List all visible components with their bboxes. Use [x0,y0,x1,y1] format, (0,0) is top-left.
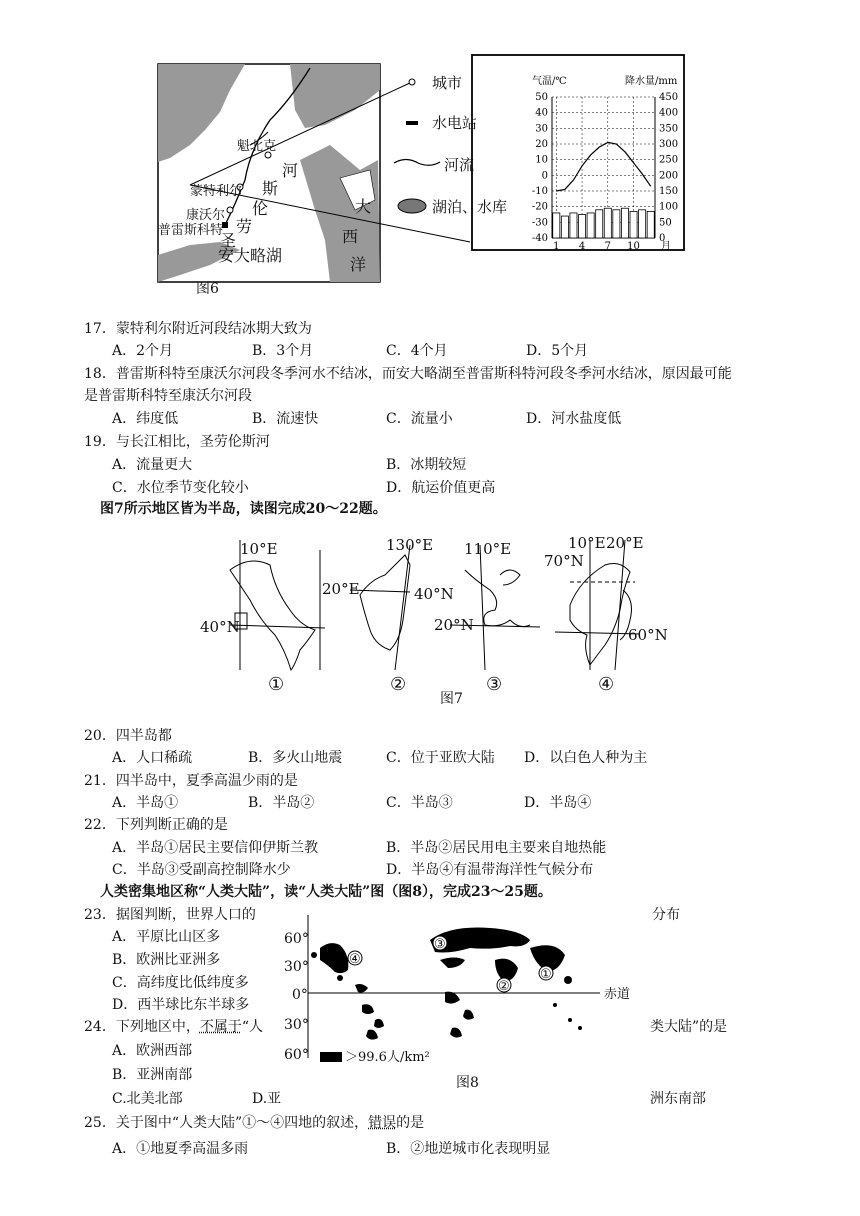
lat-30n: 30° [284,959,309,975]
q21-option-a[interactable]: A．半岛① [112,795,179,811]
temp-tick-label: 10 [535,154,548,166]
q17-option-a[interactable]: A．2个月 [112,343,174,359]
q21-option-c[interactable]: C．半岛③ [386,795,453,811]
precip-bar [647,211,654,238]
q24-stem-a: 24．下列地区中， [84,1019,200,1035]
q19-option-b[interactable]: B．冰期较短 [386,457,467,473]
figure-6-caption: 图6 [196,281,219,297]
q23-option-c[interactable]: C．高纬度比低纬度多 [112,975,249,991]
legend-lake: 湖泊、水库 [432,198,508,216]
q22-option-d[interactable]: D．半岛④有温带海洋性气候分布 [386,862,594,878]
p4-lon2: 20°E [606,534,644,552]
q22-option-b[interactable]: B．半岛②居民用电主要来自地热能 [386,840,607,856]
p3-number: ③ [486,674,503,695]
month-tick-label: 1 [553,241,560,252]
temp-tick-label: -30 [531,217,548,229]
precip-axis-title: 降水量/mm [625,76,678,87]
precip-bar [639,210,646,238]
river-char: 斯 [262,179,279,198]
temp-tick-label: 50 [535,92,548,103]
q24-option-b[interactable]: B．亚洲南部 [112,1067,193,1083]
p3-lon: 110°E [464,540,512,558]
precip-tick-label: 400 [659,107,679,119]
q20-option-a[interactable]: A．人口稀疏 [112,750,193,766]
temp-tick-label: -20 [531,201,548,213]
precip-bar [604,208,611,238]
q25-option-b[interactable]: B．②地逆城市化表现明显 [386,1141,551,1157]
month-tick-label: 7 [604,241,611,252]
month-tick-label: 4 [578,241,586,252]
p1-lat: 40°N [200,618,240,636]
q18-stem: 18．普雷斯科特至康沃尔河段冬季河水不结冰，而安大略湖至普雷斯科特河段冬季河水结冰，原因最可能 [84,366,732,382]
precip-bar [579,215,586,239]
precip-bar [587,213,594,238]
q24-option-d-cont: 洲东南部 [650,1091,706,1107]
label-montreal: 蒙特利尔 [190,184,243,199]
q23-stem-end: 分布 [652,907,680,923]
q25-stem-b: 的是 [396,1115,425,1131]
precip-tick-label: 200 [659,170,679,182]
precip-tick-label: 150 [659,186,679,197]
p1-lon: 10°E [240,540,278,558]
legend-city: 城市 [432,74,463,92]
label-quebec: 魁北克 [237,139,277,154]
q24-option-d[interactable]: D.亚 [252,1091,282,1107]
intro-fig7: 图7所示地区皆为半岛，读图完成20～22题。 [100,501,387,517]
q24-stem-end: 类大陆”的是 [650,1019,728,1035]
river-char: 圣 [220,231,237,250]
precip-bar [570,213,577,238]
month-unit: 月 [661,241,671,252]
q25-stem-a: 25．关于图中“人类大陆”①～④四地的叙述， [84,1115,369,1131]
precip-tick-label: 350 [659,123,679,135]
legend-river: 河流 [444,156,475,174]
figure-8 [280,910,640,1070]
precip-tick-label: 450 [659,92,679,103]
mark-1: ① [540,967,552,982]
q24-option-c[interactable]: C.北美北部 [112,1091,183,1107]
q19-option-c[interactable]: C．水位季节变化较小 [112,480,249,496]
p2-lon-top: 130°E [386,536,434,554]
q17-stem: 17．蒙特利尔附近河段结冰期大致为 [84,321,312,337]
q24-option-a[interactable]: A．欧洲西部 [112,1043,193,1059]
ocean-char: 洋 [350,255,367,274]
p1-number: ① [268,674,285,695]
temp-tick-label: 30 [535,123,548,135]
q19-option-a[interactable]: A．流量更大 [112,457,193,473]
q18-option-d[interactable]: D．河水盐度低 [526,411,622,427]
q18-stem-cont: 是普雷斯科特至康沃尔河段 [84,388,252,404]
q25-option-a[interactable]: A．①地夏季高温多雨 [112,1141,249,1157]
temp-tick-label: 0 [541,170,548,182]
temp-axis-title: 气温/℃ [532,76,567,87]
q20-option-d[interactable]: D．以白色人种为主 [524,750,648,766]
temp-tick-label: -10 [531,186,548,197]
q25-wrong: 错误 [368,1115,397,1131]
intro-fig8: 人类密集地区称“人类大陆”，读“人类大陆”图（图8），完成23～25题。 [100,884,552,900]
p4-lon1: 10°E [568,534,606,552]
density-legend: ＞99.6人/km² [345,1050,430,1065]
precip-tick-label: 100 [659,201,679,213]
label-prescott: 普雷斯科特 [158,223,224,238]
mark-2: ② [498,979,510,994]
q21-stem: 21．四半岛中，夏季高温少雨的是 [84,773,298,789]
q24-stem [84,1018,263,1036]
lat-0: 0° [292,987,308,1003]
q21-option-b[interactable]: B．半岛② [248,795,315,811]
precip-tick-label: 0 [659,233,666,244]
mark-4: ④ [349,952,361,967]
p4-number: ④ [598,674,615,695]
q17-option-d[interactable]: D．5个月 [526,343,589,359]
precip-tick-label: 250 [659,154,679,166]
p2-lat: 40°N [414,585,454,603]
river-char: 劳 [236,217,253,236]
q19-stem: 19．与长江相比，圣劳伦斯河 [84,434,270,450]
temp-tick-label: -40 [531,233,548,244]
legend-hydro: 水电站 [432,114,478,132]
q17-option-c[interactable]: C．4个月 [386,343,448,359]
q22-option-a[interactable]: A．半岛①居民主要信仰伊斯兰教 [112,840,319,856]
q23-stem: 23．据图判断，世界人口的 [84,907,256,923]
precip-tick-label: 300 [659,139,679,150]
q21-option-d[interactable]: D．半岛④ [524,795,592,811]
q20-stem: 20．四半岛都 [84,728,172,744]
precip-bar [561,216,568,238]
label-cornwall: 康沃尔 [186,208,226,223]
lat-30s: 30° [284,1017,309,1033]
lat-60s: 60° [284,1047,309,1063]
p3-lat: 20°N [434,616,474,634]
precip-bar [596,210,603,238]
ocean-char: 大 [355,197,372,216]
temp-tick-label: 40 [535,107,548,119]
mark-3: ③ [434,937,446,952]
precip-bar [621,208,628,238]
p2-lon: 20°E [322,580,360,598]
p4-lat-top: 70°N [544,552,584,570]
p4-lat: 60°N [628,626,668,644]
q18-option-b[interactable]: B．流速快 [252,411,319,427]
precip-bar [613,210,620,238]
q24-not: 不属于 [199,1019,242,1035]
precip-bar [630,211,637,238]
q19-option-d[interactable]: D．航运价值更高 [386,480,496,496]
precip-bar [553,213,560,238]
river-char: 河 [282,161,299,180]
label-lake-ontario: 安大略湖 [218,246,283,265]
q18-option-c[interactable]: C．流量小 [386,411,453,427]
q23-option-a[interactable]: A．平原比山区多 [112,929,221,945]
precip-tick-label: 50 [659,217,672,229]
p2-number: ② [390,674,407,695]
q17-option-b[interactable]: B．3个月 [252,343,314,359]
figure-8-caption: 图8 [456,1075,479,1091]
month-tick-label: 10 [627,241,640,252]
q24-stem-mid: “人 [241,1019,263,1035]
q23-option-b[interactable]: B．欧洲比亚洲多 [112,952,221,968]
q22-stem: 22．下列判断正确的是 [84,817,228,833]
q23-option-d[interactable]: D．西半球比东半球多 [112,997,250,1013]
river-char: 伦 [252,199,269,218]
q20-option-c[interactable]: C．位于亚欧大陆 [386,750,495,766]
q22-option-c[interactable]: C．半岛③受副高控制降水少 [112,862,291,878]
temp-tick-label: 20 [535,139,548,150]
figure-8-map [280,910,640,1070]
ocean-char: 西 [342,227,359,246]
lat-60n: 60° [284,931,309,947]
q25-stem [84,1114,424,1132]
equator-label: 赤道 [604,987,631,1002]
figure-7-caption: 图7 [440,691,463,707]
q18-option-a[interactable]: A．纬度低 [112,411,179,427]
q20-option-b[interactable]: B．多火山地震 [248,750,343,766]
